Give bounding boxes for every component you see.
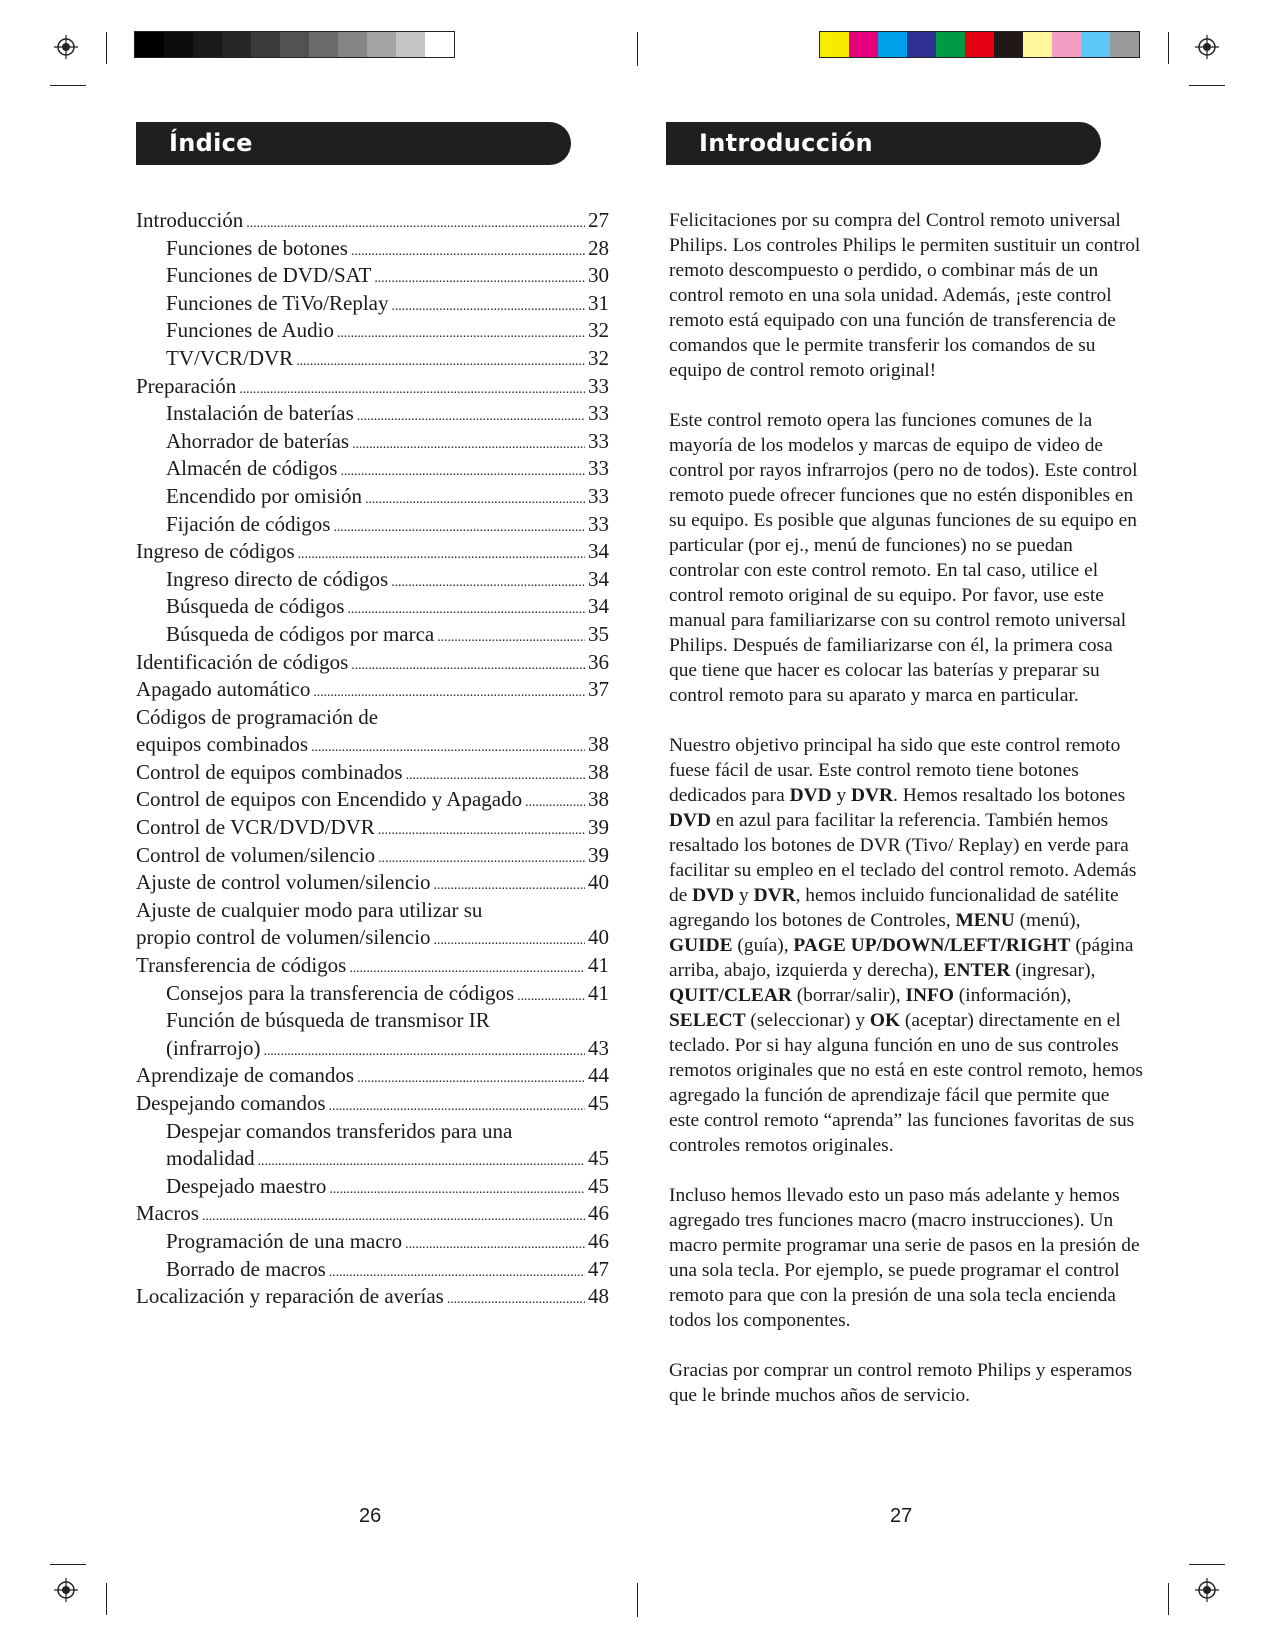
bold-term: DVD	[692, 885, 735, 906]
toc-entry-page: 33	[588, 483, 609, 508]
text-run: Gracias por comprar un control remoto Philips y esperamos que le brinde muchos años de servicio.	[669, 1360, 1133, 1406]
page-number-right: 27	[890, 1505, 913, 1527]
toc-entry-page: 39	[588, 815, 609, 840]
bold-term: SELECT	[669, 1010, 746, 1031]
text-run: (guía),	[732, 935, 794, 956]
color-swatch	[994, 32, 1023, 57]
toc-entry-page: 45	[588, 1091, 609, 1115]
toc-entry	[136, 429, 609, 457]
text-run: Este control remoto opera las funciones comunes de la mayoría de los modelos y marcas de equipo de video de control por rayos infrarrojos (pero no de todos). Este control remoto puede ofrecer funciones que no estén disponibles en su equipo. Es posible que algunas funciones de su equipo en particular (por ej., menú de funciones) no se puedan controlar con este control remoto. En tal caso, utilice el control remoto original de su equipo. Por favor, use este manual para familiarizarse con su control remoto universal Philips. Después de familiarizarse con él, la primera cosa que tiene que hacer es colocar las baterías y preparar su control remoto para su aparato y marca en particular.	[669, 410, 1138, 706]
color-swatch	[367, 32, 396, 57]
color-swatch	[135, 32, 164, 57]
registration-mark-icon	[54, 1578, 78, 1602]
toc-entry	[136, 760, 609, 788]
toc-entry-title: Aprendizaje de comandos	[136, 1063, 355, 1088]
toc-entry-page: 41	[588, 953, 609, 978]
bold-term: DVD	[669, 810, 712, 831]
introduction-header: Introducción	[666, 122, 1101, 165]
toc-dot-leader	[202, 1201, 585, 1226]
toc-dot-leader	[434, 925, 585, 950]
bold-term: MENU	[955, 910, 1015, 931]
text-run: Felicitaciones por su compra del Control remoto universal Philips. Los controles Philips le permiten sustituir un control remoto descompuesto o perdido, o combinar más de un control remoto en una sola unidad. Además, ¡este control remoto está equipado con una función de transferencia de comandos que le permite transferir los comandos de su equipo de control remoto original!	[669, 210, 1141, 381]
toc-entry-page: 33	[588, 401, 609, 426]
crop-mark	[50, 85, 86, 86]
toc-entry-title: Funciones de DVD/SAT	[166, 263, 372, 288]
toc-dot-leader	[365, 484, 585, 509]
toc-dot-leader	[406, 760, 585, 785]
toc-entry-page: 30	[588, 263, 609, 288]
toc-entry-title: Introducción	[136, 208, 244, 232]
toc-entry-title: Despejar comandos transferidos para una	[166, 1118, 513, 1143]
toc-entry	[136, 981, 609, 1009]
toc-entry-title: Funciones de TiVo/Replay	[166, 290, 389, 315]
toc-entry	[136, 1284, 609, 1312]
bold-term: DVR	[851, 785, 894, 806]
page-number-left: 26	[359, 1505, 382, 1527]
intro-paragraph	[669, 1358, 1144, 1408]
toc-entry-page: 33	[588, 456, 609, 481]
toc-entry	[136, 1257, 609, 1285]
bold-term: DVR	[753, 885, 796, 906]
toc-entry-title: equipos combinados	[136, 732, 309, 757]
toc-entry	[136, 401, 609, 429]
toc-entry-page: 40	[588, 870, 609, 895]
toc-entry-page: 36	[588, 649, 609, 674]
bold-term: GUIDE	[669, 935, 733, 956]
toc-entry-title: Instalación de baterías	[166, 401, 354, 426]
color-swatch	[396, 32, 425, 57]
toc-dot-leader	[391, 291, 585, 316]
toc-entry	[136, 787, 609, 815]
toc-dot-leader	[311, 732, 585, 757]
toc-dot-leader	[333, 512, 585, 537]
toc-entry	[136, 374, 609, 402]
toc-dot-leader	[374, 263, 585, 288]
toc-entry-page: 32	[588, 345, 609, 370]
toc-dot-leader	[340, 456, 585, 481]
toc-entry-title: Búsqueda de códigos	[166, 594, 345, 619]
toc-entry-page: 33	[588, 373, 609, 398]
toc-entry	[136, 650, 609, 678]
toc-entry	[136, 484, 609, 512]
toc-entry-page: 38	[588, 787, 609, 812]
toc-dot-leader	[246, 208, 585, 233]
text-run: . Hemos resaltado los botones	[893, 785, 1126, 806]
text-run: y	[831, 785, 852, 806]
color-swatch	[338, 32, 367, 57]
toc-dot-leader	[349, 953, 585, 978]
toc-entry	[136, 1229, 609, 1257]
toc-entry	[136, 732, 609, 760]
toc-entry	[136, 705, 609, 733]
toc-entry-title: Despejando comandos	[136, 1091, 326, 1115]
toc-entry-title: Funciones de Audio	[166, 318, 334, 343]
color-swatch	[280, 32, 309, 57]
registration-mark-icon	[54, 35, 78, 59]
toc-entry	[136, 236, 609, 264]
registration-mark-icon	[1195, 35, 1219, 59]
toc-entry-page: 33	[588, 428, 609, 453]
toc-entry-title: Ajuste de cualquier modo para utilizar su	[136, 897, 483, 922]
toc-entry-title: Borrado de macros	[166, 1256, 326, 1281]
crop-mark	[1168, 1583, 1169, 1615]
toc-entry	[136, 1036, 609, 1064]
text-run: (aceptar) directamente en el teclado. Por si hay alguna función en uno de sus controles remotos originales que no está en este control remoto, hemos agregado la función de aprendizaje fácil que permite que este control remoto “aprenda” las funciones favoritas de sus controles remotos originales.	[669, 1010, 1143, 1156]
text-run: (menú),	[1014, 910, 1081, 931]
toc-entry-title: Control de equipos con Encendido y Apagado	[136, 787, 523, 812]
toc-entry-title: Ingreso directo de códigos	[166, 566, 389, 591]
toc-entry-title: Ahorrador de baterías	[166, 428, 350, 453]
toc-entry-page: 34	[588, 594, 609, 619]
color-swatch	[878, 32, 907, 57]
toc-dot-leader	[391, 567, 585, 592]
text-run: (ingresar),	[1010, 960, 1096, 981]
bold-term: DVD	[789, 785, 832, 806]
toc-entry-page: 48	[588, 1284, 609, 1309]
toc-dot-leader	[357, 401, 585, 426]
toc-dot-leader	[351, 236, 585, 261]
toc-entry-page: 46	[588, 1228, 609, 1253]
toc-entry-page: 40	[588, 925, 609, 950]
toc-entry-title: Fijación de códigos	[166, 511, 331, 536]
toc-dot-leader	[313, 677, 585, 702]
color-swatch	[251, 32, 280, 57]
bold-term: INFO	[905, 985, 954, 1006]
bold-term: PAGE UP/DOWN/LEFT/RIGHT	[793, 935, 1071, 956]
toc-entry-title: Códigos de programación de	[136, 704, 379, 729]
toc-entry-title: Búsqueda de códigos por marca	[166, 621, 435, 646]
toc-entry-page: 35	[588, 621, 609, 646]
crop-mark	[1189, 85, 1225, 86]
toc-entry	[136, 1008, 609, 1036]
toc-entry	[136, 263, 609, 291]
toc-entry	[136, 1119, 609, 1147]
toc-dot-leader	[337, 318, 585, 343]
toc-entry-title: Almacén de códigos	[166, 456, 338, 481]
toc-entry-page: 33	[588, 511, 609, 536]
toc-dot-leader	[329, 1174, 585, 1199]
crop-mark	[637, 32, 638, 66]
toc-entry	[136, 677, 609, 705]
toc-entry-page: 34	[588, 566, 609, 591]
toc-entry-page: 45	[588, 1173, 609, 1198]
toc-entry	[136, 953, 609, 981]
toc-entry-page: 34	[588, 539, 609, 564]
toc-entry	[136, 567, 609, 595]
text-run: en azul para facilitar la referencia. También hemos resaltado los botones de DVR (Tivo/ Replay) en verde para facilitar su empleo en el teclado del control remoto. Además de	[669, 810, 1137, 906]
text-run: (página arriba, abajo, izquierda y derecha),	[669, 935, 1134, 981]
toc-entry-page: 28	[588, 235, 609, 260]
toc-dot-leader	[447, 1284, 585, 1309]
intro-paragraph	[669, 733, 1144, 1158]
toc-dot-leader	[296, 346, 585, 371]
registration-mark-icon	[1195, 1578, 1219, 1602]
color-swatch	[907, 32, 936, 57]
text-run: (información),	[953, 985, 1072, 1006]
crop-mark	[1189, 1564, 1225, 1565]
table-of-contents	[136, 208, 609, 1312]
toc-dot-leader	[437, 622, 585, 647]
toc-entry-title: Preparación	[136, 373, 237, 398]
toc-entry	[136, 318, 609, 346]
toc-entry-title: Encendido por omisión	[166, 483, 362, 508]
toc-entry-page: 44	[588, 1063, 609, 1088]
toc-dot-leader	[434, 870, 585, 895]
text-run: y	[734, 885, 754, 906]
color-swatch	[1023, 32, 1052, 57]
toc-entry-title: Programación de una macro	[166, 1228, 403, 1253]
intro-paragraph	[669, 1183, 1144, 1333]
bold-term: QUIT/CLEAR	[669, 985, 792, 1006]
crop-mark	[637, 1583, 638, 1617]
toc-entry	[136, 815, 609, 843]
toc-entry-page: 37	[588, 677, 609, 702]
toc-dot-leader	[352, 429, 585, 454]
toc-dot-leader	[298, 539, 585, 564]
color-swatch	[164, 32, 193, 57]
toc-entry-page: 39	[588, 842, 609, 867]
toc-entry	[136, 539, 609, 567]
toc-dot-leader	[378, 815, 585, 840]
toc-dot-leader	[347, 594, 585, 619]
toc-entry-title: Macros	[136, 1201, 199, 1226]
text-run: , hemos incluido funcionalidad de satélite agregando los botones de Controles,	[669, 885, 1119, 931]
toc-entry	[136, 208, 609, 236]
crop-mark	[106, 1583, 107, 1615]
toc-entry	[136, 898, 609, 926]
toc-entry	[136, 1146, 609, 1174]
text-run: (seleccionar) y	[745, 1010, 870, 1031]
toc-entry	[136, 925, 609, 953]
toc-dot-leader	[357, 1063, 585, 1088]
introduction-text	[669, 208, 1144, 1433]
color-swatch	[1081, 32, 1110, 57]
toc-dot-leader	[378, 843, 585, 868]
toc-entry	[136, 512, 609, 540]
grayscale-calibration-bar	[134, 31, 455, 58]
color-swatch	[1052, 32, 1081, 57]
toc-entry-page: 32	[588, 318, 609, 343]
toc-entry-page: 41	[588, 980, 609, 1005]
toc-entry-title: Localización y reparación de averías	[136, 1284, 444, 1309]
toc-entry	[136, 291, 609, 319]
bold-term: ENTER	[943, 960, 1011, 981]
toc-dot-leader	[517, 981, 585, 1006]
color-swatch	[193, 32, 222, 57]
toc-entry-title: Transferencia de códigos	[136, 953, 347, 978]
toc-entry-title: Funciones de botones	[166, 235, 348, 260]
toc-entry-title: Despejado maestro	[166, 1173, 327, 1198]
crop-mark	[50, 1564, 86, 1565]
toc-entry-title: Control de equipos combinados	[136, 759, 403, 784]
toc-entry-title: Consejos para la transferencia de códigos	[166, 980, 515, 1005]
toc-entry	[136, 870, 609, 898]
toc-entry-title: TV/VCR/DVR	[166, 345, 294, 370]
text-run: Incluso hemos llevado esto un paso más adelante y hemos agregado tres funciones macro (macro instrucciones). Un macro permite programar una serie de pasos en la presión de una sola tecla. Por ejemplo, se puede programar el control remoto para que con la presión de una sola tecla encienda todos los componentes.	[669, 1185, 1140, 1331]
toc-entry-title: propio control de volumen/silencio	[136, 925, 431, 950]
toc-entry-page: 46	[588, 1201, 609, 1226]
color-swatch	[309, 32, 338, 57]
toc-entry	[136, 1091, 609, 1119]
color-swatch	[936, 32, 965, 57]
toc-entry-title: modalidad	[166, 1146, 255, 1171]
toc-entry-title: Apagado automático	[136, 677, 311, 702]
intro-paragraph	[669, 208, 1144, 383]
toc-entry-page: 38	[588, 759, 609, 784]
toc-dot-leader	[239, 374, 585, 399]
toc-dot-leader	[351, 650, 585, 675]
color-swatch	[849, 32, 878, 57]
toc-entry-title: Ajuste de control volumen/silencio	[136, 870, 431, 895]
color-calibration-bar	[819, 31, 1140, 58]
toc-entry	[136, 1201, 609, 1229]
toc-entry-title: Control de VCR/DVD/DVR	[136, 815, 375, 840]
toc-dot-leader	[258, 1146, 585, 1171]
text-run: Nuestro objetivo principal ha sido que este control remoto fuese fácil de usar. Este control remoto tiene botones dedicados para	[669, 735, 1121, 806]
toc-entry-title: (infrarrojo)	[166, 1035, 261, 1060]
color-swatch	[1110, 32, 1139, 57]
toc-dot-leader	[329, 1091, 585, 1116]
toc-dot-leader	[329, 1257, 585, 1282]
bold-term: OK	[869, 1010, 901, 1031]
toc-entry-title: Ingreso de códigos	[136, 539, 295, 564]
toc-entry-title: Control de volumen/silencio	[136, 842, 376, 867]
intro-paragraph	[669, 408, 1144, 708]
toc-dot-leader	[405, 1229, 585, 1254]
toc-entry-page: 45	[588, 1146, 609, 1171]
toc-entry	[136, 594, 609, 622]
toc-entry	[136, 843, 609, 871]
color-swatch	[965, 32, 994, 57]
color-swatch	[222, 32, 251, 57]
toc-entry-page: 31	[588, 290, 609, 315]
toc-entry-title: Identificación de códigos	[136, 649, 349, 674]
toc-dot-leader	[263, 1036, 585, 1061]
toc-entry-page: 38	[588, 732, 609, 757]
text-run: (borrar/salir),	[791, 985, 906, 1006]
index-header: Índice	[136, 122, 571, 165]
toc-dot-leader	[525, 787, 585, 812]
toc-entry	[136, 456, 609, 484]
toc-entry	[136, 622, 609, 650]
toc-entry	[136, 346, 609, 374]
toc-entry-page: 27	[588, 208, 609, 232]
toc-entry-page: 47	[588, 1256, 609, 1281]
toc-entry-title: Función de búsqueda de transmisor IR	[166, 1008, 490, 1033]
crop-mark	[1168, 32, 1169, 64]
color-swatch	[425, 32, 454, 57]
toc-entry-page: 43	[588, 1035, 609, 1060]
crop-mark	[106, 32, 107, 64]
toc-entry	[136, 1063, 609, 1091]
toc-entry	[136, 1174, 609, 1202]
color-swatch	[820, 32, 849, 57]
